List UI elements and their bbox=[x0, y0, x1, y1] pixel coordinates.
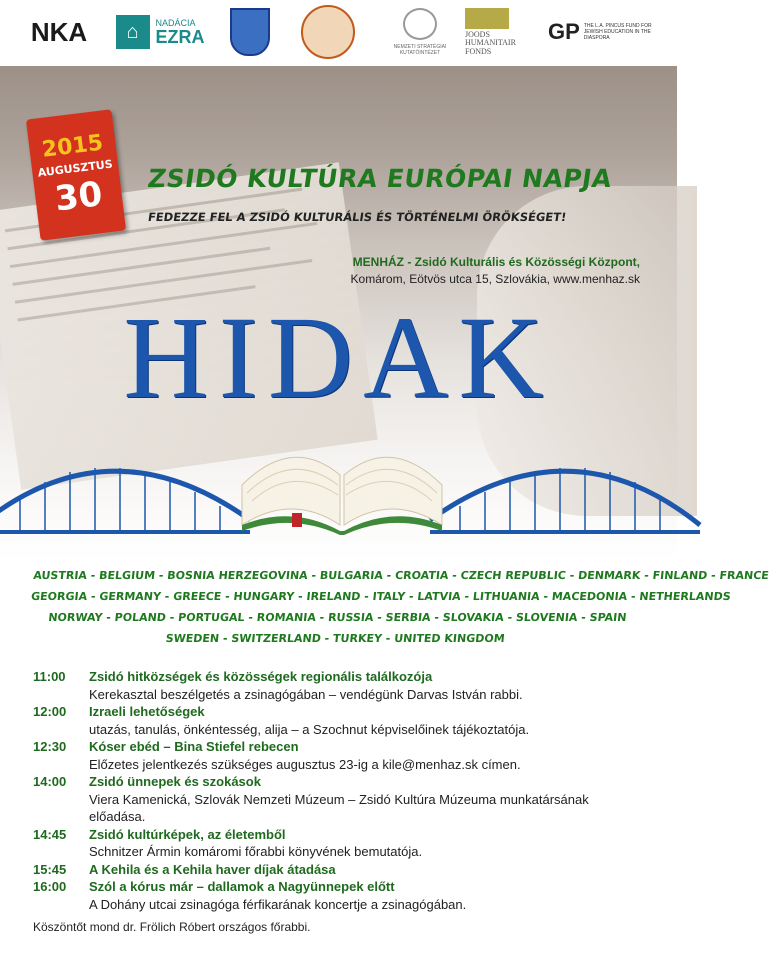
date-banner bbox=[26, 109, 126, 241]
program-title: A Kehila és a Kehila haver díjak átadása bbox=[89, 861, 336, 877]
sponsor-logos bbox=[0, 0, 677, 66]
gp-text: THE L.A. PINCUS FUND FOR JEWISH EDUCATION IN THE DIASPORA bbox=[583, 23, 652, 41]
country-list bbox=[26, 565, 770, 649]
program-title: Zsidó hitközségek és közösségek regionális találkozója bbox=[89, 669, 433, 684]
program-detail: utazás, tanulás, önkéntesség, alija – a Szochnut képviselőinek tájékoztatója. bbox=[89, 721, 530, 737]
institute-text: NEMZETI STRATÉGIAI KUTATÓINTÉZET bbox=[393, 44, 447, 56]
program-item bbox=[33, 738, 663, 773]
city-crest-icon bbox=[300, 8, 356, 56]
country-line: SWEDEN - SWITZERLAND - TURKEY - UNITED KINGDOM bbox=[165, 632, 506, 645]
ezra-big-text: EZRA bbox=[155, 26, 205, 47]
gp-mark: GP bbox=[548, 19, 580, 44]
program-title: Szól a kórus már – dallamok a Nagyünnepek előtt bbox=[89, 879, 395, 894]
program-time: 11:00 bbox=[33, 669, 66, 684]
joods-line: FONDS bbox=[465, 46, 492, 56]
hero-word: HIDAK bbox=[123, 292, 554, 423]
joods-logo bbox=[465, 8, 535, 56]
country-line: GEORGIA - GERMANY - GREECE - HUNGARY - IRELAND - ITALY - LATVIA - LITHUANIA - MACEDONIA - NETHERLANDS bbox=[30, 590, 732, 603]
joods-line: JOODS bbox=[465, 29, 490, 39]
program-item bbox=[33, 878, 663, 913]
program-detail: A Dohány utcai zsinagóga férfikarának koncertje a zsinagógában. bbox=[89, 896, 467, 912]
joods-line: HUMANITAIR bbox=[465, 38, 516, 48]
nka-logo-text: NKA bbox=[30, 16, 88, 47]
closing-note: Köszöntőt mond dr. Frölich Róbert országos főrabbi. bbox=[33, 920, 311, 934]
event-title: ZSIDÓ KULTÚRA EURÓPAI NAPJA bbox=[145, 164, 614, 193]
program-detail: Kerekasztal beszélgetés a zsinagógában – vendégünk Darvas István rabbi. bbox=[89, 686, 523, 702]
country-line: NORWAY - POLAND - PORTUGAL - ROMANIA - RUSSIA - SERBIA - SLOVAKIA - SLOVENIA - SPAIN bbox=[47, 611, 628, 624]
program-item bbox=[33, 773, 663, 826]
program-item bbox=[33, 861, 663, 879]
open-book-icon bbox=[232, 405, 452, 535]
program-title: Kóser ebéd – Bina Stiefel rebecen bbox=[89, 739, 299, 754]
institute-logo bbox=[380, 8, 460, 56]
venue-address: Komárom, Eötvös utca 15, Szlovákia, www.menhaz.sk bbox=[350, 272, 640, 287]
event-subtitle: FEDEZZE FEL A ZSIDÓ KULTURÁLIS ÉS TÖRTÉNELMI ÖRÖKSÉGET! bbox=[147, 210, 568, 224]
date-month: AUGUSZTUS bbox=[36, 157, 114, 180]
nka-logo bbox=[26, 8, 92, 56]
institute-icon bbox=[403, 8, 437, 40]
program-time: 16:00 bbox=[33, 879, 67, 894]
program-time: 12:30 bbox=[33, 739, 67, 754]
coat-of-arms-icon bbox=[230, 8, 270, 56]
venue-info bbox=[280, 254, 640, 289]
program-detail: Schnitzer Ármin komáromi főrabbi könyvének bemutatója. bbox=[89, 844, 423, 859]
program-time: 15:45 bbox=[33, 861, 67, 877]
program-title: Zsidó kultúrképek, az életemből bbox=[89, 826, 286, 842]
ezra-small-text: NADÁCIA bbox=[155, 17, 196, 28]
joods-square-icon bbox=[465, 8, 509, 29]
program-detail: előadása. bbox=[89, 809, 146, 824]
program-time: 12:00 bbox=[33, 704, 67, 719]
program-title: Izraeli lehetőségek bbox=[89, 704, 205, 719]
date-year: 2015 bbox=[40, 130, 105, 163]
ezra-mark-icon: ⌂ bbox=[116, 15, 150, 49]
program-time: 14:00 bbox=[33, 774, 67, 789]
program-item bbox=[33, 668, 663, 703]
date-day: 30 bbox=[52, 173, 105, 220]
program-detail: Előzetes jelentkezés szükséges augusztus 23-ig a kile@menhaz.sk címen. bbox=[89, 756, 521, 772]
ezra-logo bbox=[110, 8, 210, 56]
program-schedule bbox=[33, 668, 663, 913]
pincus-fund-logo bbox=[548, 8, 658, 56]
program-item bbox=[33, 703, 663, 738]
program-title: Zsidó ünnepek és szokások bbox=[89, 774, 261, 789]
country-line: AUSTRIA - BELGIUM - BOSNIA HERZEGOVINA - BULGARIA - CROATIA - CZECH REPUBLIC - DENMARK - FINLAND - FRANCE bbox=[32, 569, 770, 582]
venue-name: MENHÁZ - Zsidó Kulturális és Közösségi Központ, bbox=[352, 255, 640, 269]
program-detail: Viera Kamenická, Szlovák Nemzeti Múzeum – Zsidó Kultúra Múzeuma munkatársának bbox=[89, 791, 589, 807]
program-item bbox=[33, 826, 663, 861]
program-time: 14:45 bbox=[33, 826, 67, 842]
